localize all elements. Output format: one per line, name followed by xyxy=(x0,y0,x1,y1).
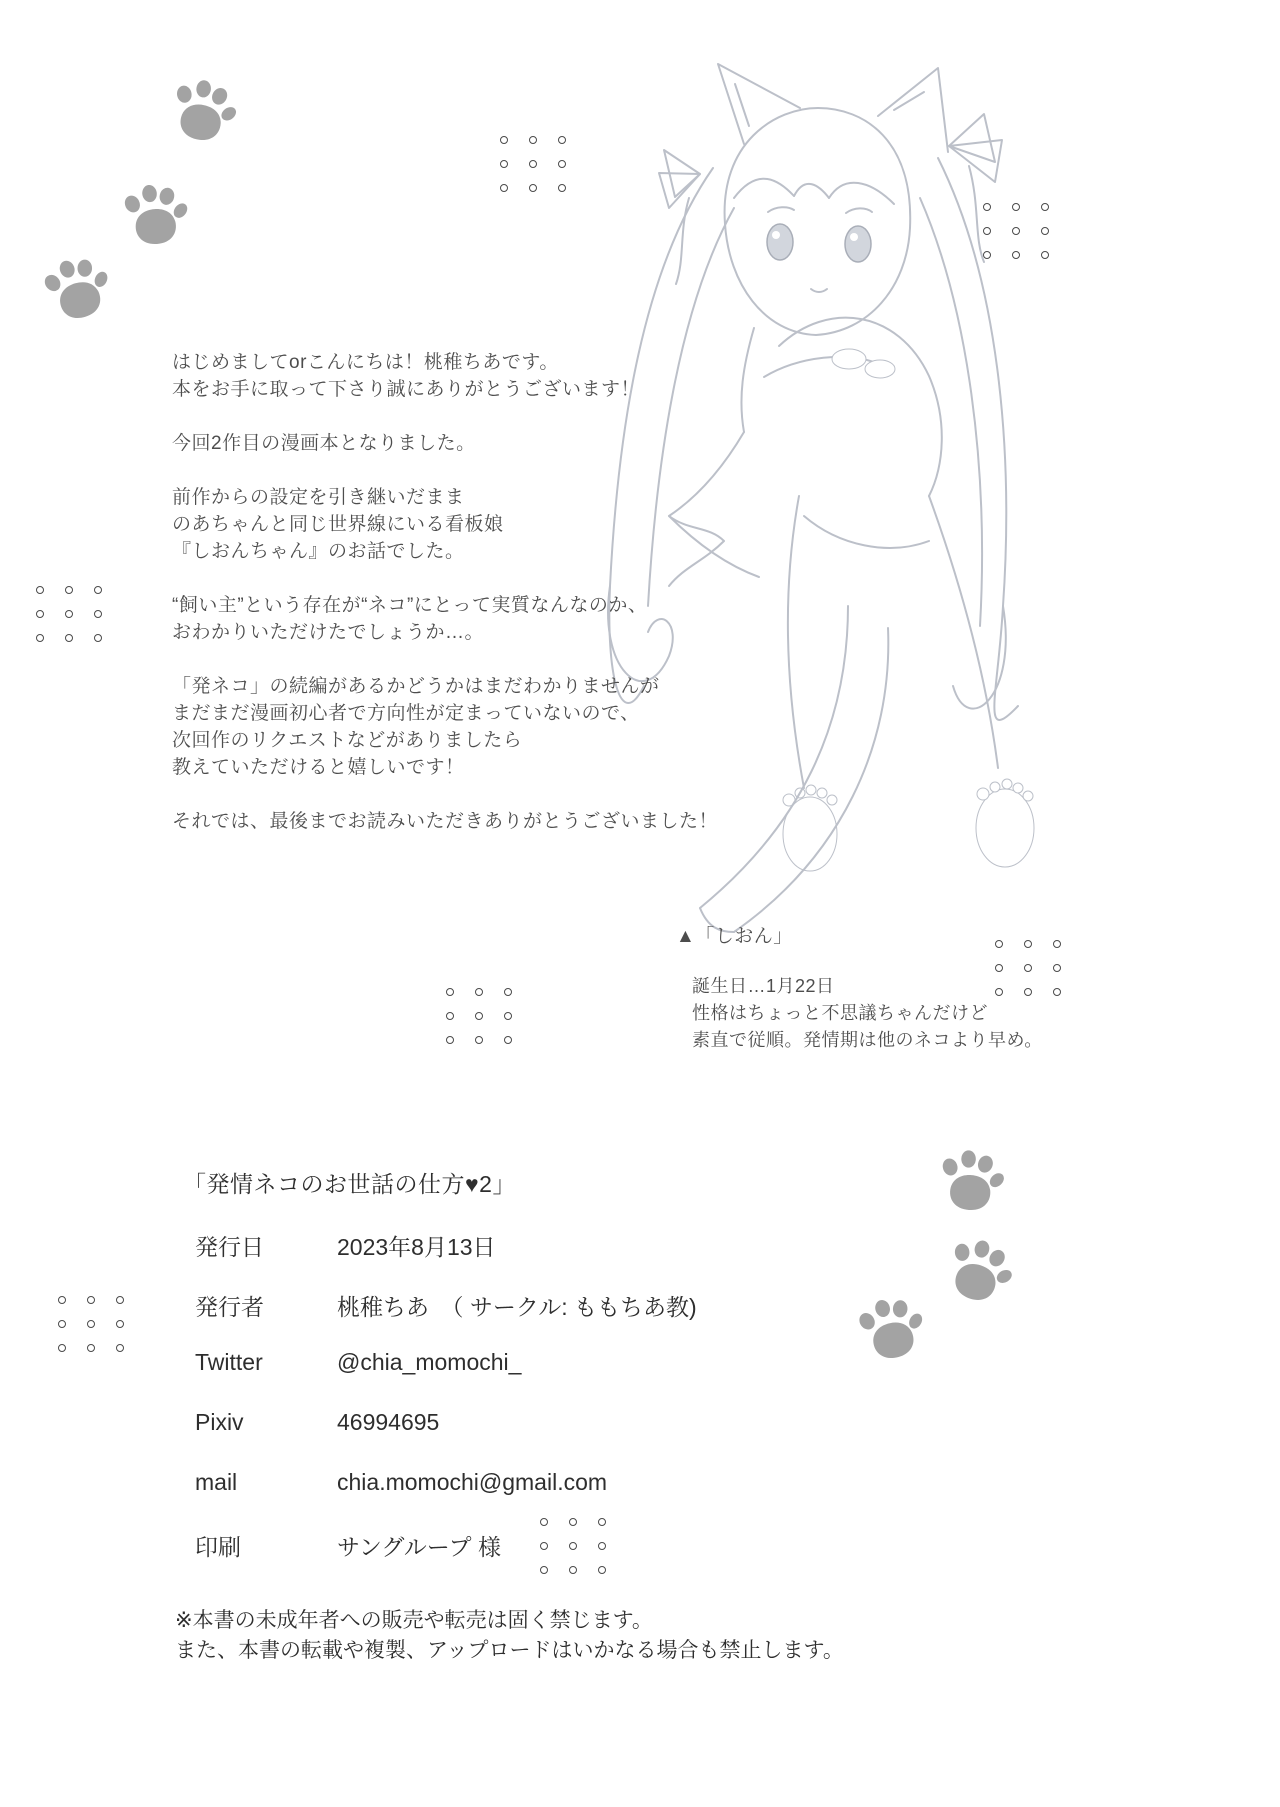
colophon-label: Pixiv xyxy=(195,1409,244,1435)
dots-pattern xyxy=(500,136,566,192)
colophon-row xyxy=(195,1229,697,1289)
colophon-row xyxy=(195,1349,697,1409)
character-profile-line: 誕生日…1月22日 xyxy=(692,976,835,996)
afterword-paragraph xyxy=(172,592,732,646)
afterword-line: おわかりいただけたでしょうか…。 xyxy=(172,622,485,643)
colophon-table xyxy=(195,1229,697,1589)
afterword-paragraph xyxy=(172,430,732,457)
paw-print-icon xyxy=(936,1146,1006,1216)
dots-pattern xyxy=(36,586,102,642)
colophon-row xyxy=(195,1529,697,1589)
dots-pattern xyxy=(446,988,512,1044)
paw-print-icon xyxy=(36,248,118,330)
afterword-line: “飼い主”という存在が“ネコ”にとって実質なんなのか、 xyxy=(172,595,648,616)
book-title: 「発情ネコのお世話の仕方♥2」 xyxy=(183,1171,516,1197)
colophon-value: 桃稚ちあ （ サークル: ももちあ教) xyxy=(337,1294,697,1320)
paw-print-icon xyxy=(852,1290,930,1368)
dots-pattern xyxy=(58,1296,124,1352)
afterword-paragraph xyxy=(172,484,732,565)
colophon-row xyxy=(195,1289,697,1349)
afterword-line: はじめましてorこんにちは！桃稚ちあです。 xyxy=(172,352,559,373)
colophon-label: 発行日 xyxy=(195,1234,264,1260)
colophon-row xyxy=(195,1409,697,1469)
character-profile-line: 性格はちょっと不思議ちゃんだけど xyxy=(692,1003,988,1023)
disclaimer-line: ※本書の未成年者への販売や転売は固く禁じます。 xyxy=(175,1609,653,1632)
disclaimer-text xyxy=(175,1606,844,1666)
colophon-value: chia.momochi@gmail.com xyxy=(337,1469,608,1495)
colophon-label: 発行者 xyxy=(195,1294,264,1320)
paw-print-icon xyxy=(120,180,190,250)
afterword-line: 本をお手に取って下さり誠にありがとうございます！ xyxy=(172,379,641,400)
afterword-paragraph xyxy=(172,808,732,835)
colophon-row xyxy=(195,1469,697,1529)
paw-print-icon xyxy=(164,72,242,150)
afterword-line: 前作からの設定を引き継いだまま xyxy=(172,487,465,508)
afterword-line: 教えていただけると嬉しいです！ xyxy=(172,757,465,778)
colophon-value: サングループ 様 xyxy=(337,1534,501,1560)
colophon-value: 46994695 xyxy=(337,1409,440,1435)
disclaimer-line: また、本書の転載や複製、アップロードはいかなる場合も禁止します。 xyxy=(175,1639,844,1662)
character-caption: ▲「しおん」 xyxy=(676,926,793,947)
afterword-paragraph xyxy=(172,673,732,781)
afterword-line: 『しおんちゃん』のお話でした。 xyxy=(172,541,465,562)
colophon-label: mail xyxy=(195,1469,238,1495)
afterword-line: まだまだ漫画初心者で方向性が定まっていないので、 xyxy=(172,703,640,724)
colophon-label: Twitter xyxy=(195,1349,263,1375)
character-profile xyxy=(692,973,1043,1054)
colophon-value: @chia_momochi_ xyxy=(337,1349,522,1375)
afterword-line: のあちゃんと同じ世界線にいる看板娘 xyxy=(172,514,504,535)
afterword-line: 「発ネコ」の続編があるかどうかはまだわかりませんが xyxy=(172,676,660,697)
dots-pattern xyxy=(983,203,1049,259)
character-profile-line: 素直で従順。発情期は他のネコより早め。 xyxy=(692,1030,1043,1050)
afterword-text xyxy=(172,349,732,862)
afterword-line: 次回作のリクエストなどがありましたら xyxy=(172,730,523,751)
afterword-paragraph xyxy=(172,349,732,403)
afterword-line: それでは、最後までお読みいただきありがとうございました！ xyxy=(172,811,719,832)
afterword-line: 今回2作目の漫画本となりました。 xyxy=(172,433,476,454)
colophon-value: 2023年8月13日 xyxy=(337,1234,496,1260)
colophon-label: 印刷 xyxy=(195,1534,241,1560)
paw-print-icon xyxy=(937,1229,1020,1312)
